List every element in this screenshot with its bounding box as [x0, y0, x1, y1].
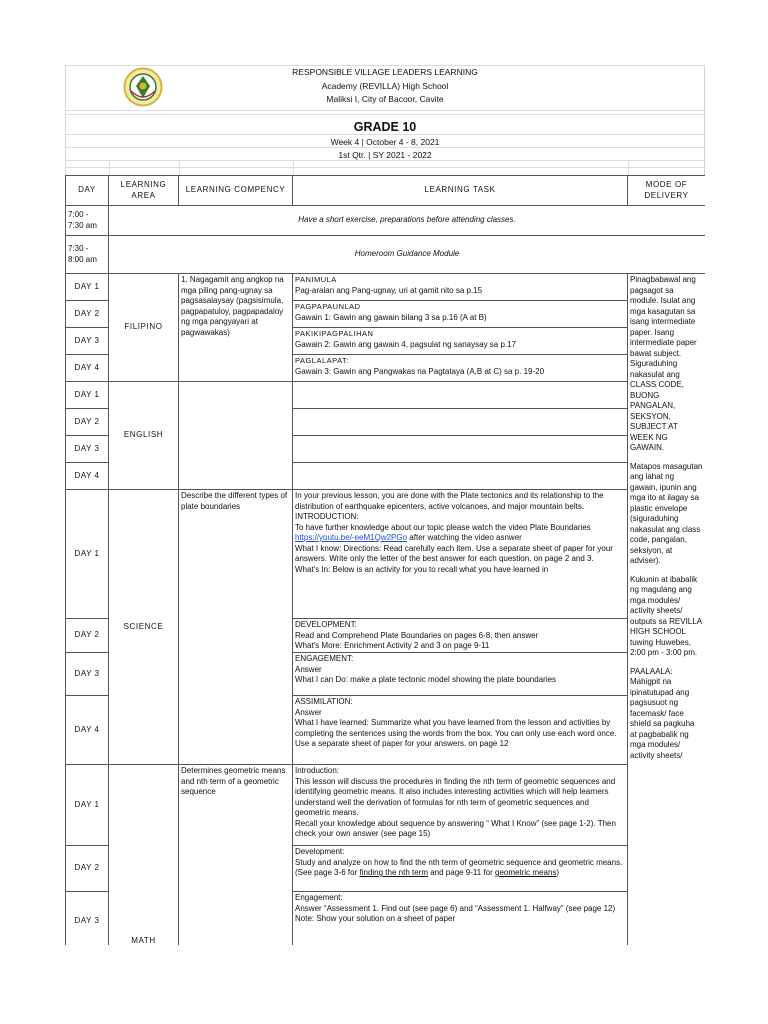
day-label: DAY 4	[66, 355, 109, 382]
learning-area-filipino: FILIPINO	[109, 274, 179, 382]
school-name-line2: Academy (REVILLA) High School	[321, 81, 449, 91]
competency-filipino: 1. Nagagamit ang angkop na mga piling pang-ugnay sa pagsasalaysay (pagsisimula, pagpapatuloy, pagpapadaloy ng mga pangyayari at pagwawakas)	[179, 274, 293, 382]
mode-pickup: Kukunin at ibabalik ng magulang ang mga modules/ activity sheets/ outputs sa REVILLA HIGH SCHOOL tuwing Huwebes, 2:00 pm - 3:00 pm.	[630, 574, 702, 657]
learning-area-science: SCIENCE	[109, 490, 179, 765]
task-text: finding the nth term	[359, 868, 428, 877]
learning-area-english: ENGLISH	[109, 382, 179, 490]
learning-plan-table	[65, 175, 705, 945]
learning-task	[293, 892, 628, 946]
table-row	[66, 274, 706, 301]
learning-task	[293, 328, 628, 355]
task-text: Gawain 3: Gawin ang Pangwakas na Pagtataya (A,B at C) sa p. 19-20	[295, 366, 545, 376]
table-row	[66, 206, 706, 236]
task-text: Answer	[295, 664, 322, 674]
learning-task	[293, 409, 628, 436]
task-heading: INTRODUCTION:	[295, 512, 359, 521]
mode-reminder: PAALAALA: Mahigpit na ipinatutupad ang pagsusuot ng facemask/ face shield sa pagkuha at pagbabalik ng mga modules/ activity sheets/	[630, 666, 695, 760]
week-dates: Week 4 | October 4 - 8, 2021	[330, 137, 440, 147]
day-label: DAY 1	[66, 490, 109, 619]
table-row	[66, 490, 706, 619]
day-label: DAY 3	[66, 328, 109, 355]
day-label: DAY 2	[66, 409, 109, 436]
learning-task	[293, 463, 628, 490]
day-label: DAY 2	[66, 846, 109, 892]
day-label: DAY 1	[66, 765, 109, 846]
task-heading: PAGPAPAUNLAD	[295, 302, 361, 311]
grade-title: GRADE 10	[353, 120, 417, 134]
task-text: after watching the video asnwer	[409, 533, 522, 542]
day-label: DAY 1	[66, 382, 109, 409]
task-text: Recall your knowledge about sequence by answering “ What I Know” (see page 1-2). Then check your own answer (see page 15)	[295, 818, 616, 838]
task-text: Study and analyze on how to find the nth term of geometric sequence and geometric means. (See page 3-6 for	[295, 857, 623, 877]
task-text: In your previous lesson, you are done with the Plate tectonics and its relationship to the distribution of earthquake epicenters, active volcanoes, and major mountain belts.	[295, 491, 604, 511]
task-text: and page 9-11 for	[430, 868, 493, 877]
day-label: DAY 2	[66, 619, 109, 653]
task-heading: PAKIKIPAGPALIHAN	[295, 329, 374, 338]
quarter-school-year: 1st Qtr. | SY 2021 - 2022	[338, 150, 432, 160]
school-seal-icon	[123, 67, 163, 107]
task-text: What I have learned: Summarize what you have learned from the lesson and activities by completing the sentences using the words from the box. You can only use each word once. Use a separate sheet of paper for your answers. on page 12	[295, 718, 617, 748]
table-row	[66, 382, 706, 409]
learning-task	[293, 355, 628, 382]
preliminary-activity: Have a short exercise, preparations before attending classes.	[109, 206, 706, 236]
mode-of-delivery-notes	[628, 274, 706, 946]
mode-instructions: Pinagbabawal ang pagsagot sa module. Isulat ang mga kasagutan sa isang intermediate paper. Isang intermediate paper bawat subject. Siguraduhing nakasulat ang CLASS CODE, BUONG PANGALAN, SEKSYON, SUBJECT AT WEEK NG GAWAIN.	[630, 275, 697, 452]
day-label: DAY 1	[66, 274, 109, 301]
learning-task	[293, 696, 628, 765]
learning-plan-sheet	[65, 65, 705, 945]
table-header-row	[66, 176, 706, 206]
competency-english	[179, 382, 293, 490]
table-row	[66, 765, 706, 846]
task-text: geometric means	[495, 868, 557, 877]
task-text: Answer	[295, 707, 322, 717]
task-heading: Development:	[295, 847, 345, 856]
col-header-mode-of-delivery: MODE OF DELIVERY	[628, 176, 706, 206]
learning-task	[293, 846, 628, 892]
learning-task	[293, 619, 628, 653]
competency-math: Determines geometric means and nth term of a geometric sequence	[179, 765, 293, 946]
learning-area-math-label: MATH	[131, 935, 156, 945]
school-address: Maliksi I, City of Bacoor, Cavite	[326, 94, 444, 104]
col-header-competency: LEARNING COMPENCY	[179, 176, 293, 206]
task-heading: PAGLALAPAT:	[295, 356, 349, 365]
learning-task	[293, 436, 628, 463]
task-text: Answer “Assessment 1. Find out (see page 6) and “Assessment 1. Halfway” (see page 12)	[295, 903, 616, 913]
task-heading: Engagement:	[295, 893, 343, 902]
task-heading: DEVELOPMENT:	[295, 620, 357, 629]
table-row	[66, 236, 706, 274]
task-text: Pag-aralan ang Pang-ugnay, uri at gamit nito sa p.15	[295, 285, 483, 295]
competency-science: Describe the different types of plate boundaries	[179, 490, 293, 765]
task-text: Read and Comprehend Plate Boundaries on pages 6-8, then answer	[295, 630, 539, 640]
col-header-day: DAY	[66, 176, 109, 206]
learning-task	[293, 490, 628, 619]
task-heading: ASSIMILATION:	[295, 697, 353, 706]
task-text: This lesson will discuss the procedures in finding the nth term of geometric sequences and identifying geometric means. It also includes interesting activities which will help learners understand well the derivation of formulas for nth term of geometric sequences and geometric means.	[295, 776, 616, 817]
preliminary-activity: Homeroom Guidance Module	[109, 236, 706, 274]
task-text: What I know: Directions: Read carefully each item. Use a separate sheet of paper for your answers. Write only the letter of the best answer for each question. on page 2 and 3.	[295, 543, 613, 563]
task-text: What's In: Below is an activity for you to recall what you have learned in	[295, 564, 549, 574]
day-label: DAY 4	[66, 463, 109, 490]
col-header-learning-area: LEARNING AREA	[109, 176, 179, 206]
task-heading: ENGAGEMENT:	[295, 654, 354, 663]
task-text: What I can Do: make a plate tectonic model showing the plate boundaries	[295, 675, 557, 684]
day-label: DAY 4	[66, 696, 109, 765]
time-slot: 7:00 - 7:30 am	[66, 206, 109, 236]
task-text: )	[556, 868, 560, 877]
time-slot: 7:30 - 8:00 am	[66, 236, 109, 274]
learning-task	[293, 653, 628, 696]
task-text: To have further knowledge about our topic please watch the video Plate Boundaries	[295, 522, 591, 532]
learning-area-math	[109, 765, 179, 946]
document-header	[65, 65, 705, 175]
day-label: DAY 3	[66, 436, 109, 463]
learning-task	[293, 274, 628, 301]
school-name-line1: RESPONSIBLE VILLAGE LEADERS LEARNING	[292, 67, 478, 77]
task-text: Note: Show your solution on a sheet of paper	[295, 914, 456, 923]
task-heading: PANIMULA	[295, 275, 337, 284]
day-label: DAY 3	[66, 892, 109, 946]
day-label: DAY 2	[66, 301, 109, 328]
task-text: What's More: Enrichment Activity 2 and 3 on page 9-11	[295, 641, 490, 650]
mode-submission: Matapos masagutan ang lahat ng gawain, ipunin ang mga ito at ilagay sa plastic envelope (siguraduhing nakasulat ang class code, pangalan, seksiyon, at adviser).	[630, 461, 703, 565]
video-link[interactable]: https://youtu.be/-eeM1Qw2PGo	[295, 533, 408, 542]
learning-task	[293, 382, 628, 409]
task-text: Gawain 1: Gawin ang gawain bilang 3 sa p.16 (A at B)	[295, 312, 487, 322]
task-text: Gawain 2: Gawin ang gawain 4, pagsulat ng sanaysay sa p.17	[295, 339, 517, 349]
task-heading: Introduction:	[295, 766, 340, 775]
learning-task	[293, 765, 628, 846]
learning-task	[293, 301, 628, 328]
col-header-learning-task: LEARNING TASK	[293, 176, 628, 206]
day-label: DAY 3	[66, 653, 109, 696]
